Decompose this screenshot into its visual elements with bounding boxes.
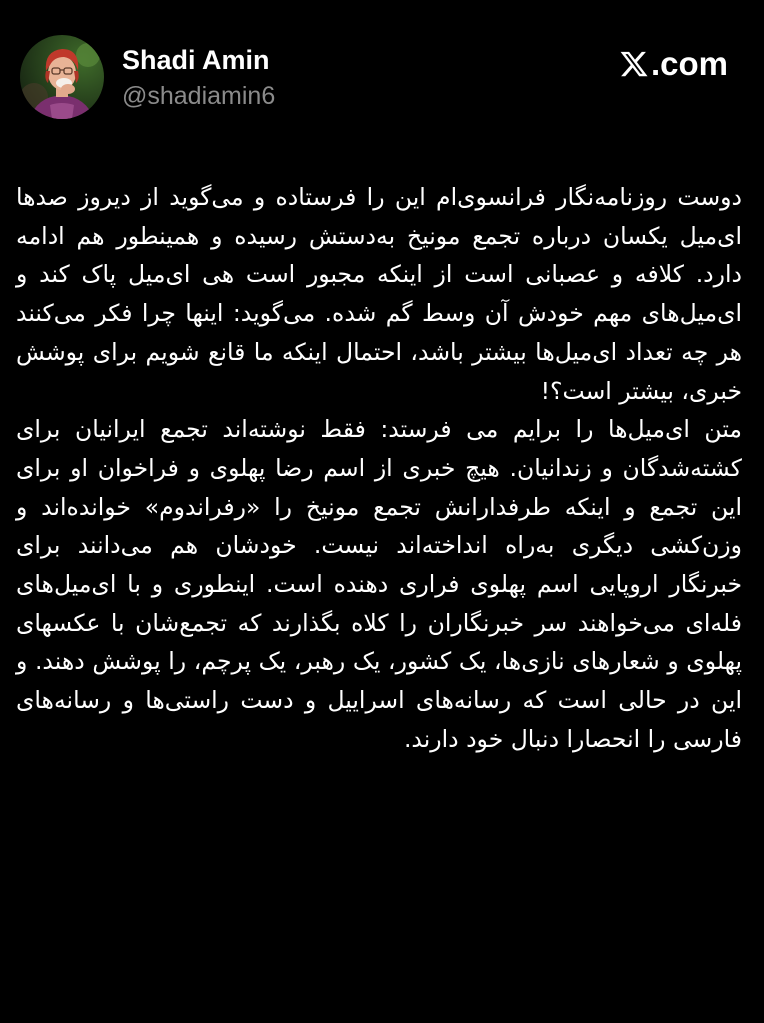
author-name[interactable]: Shadi Amin bbox=[122, 45, 270, 75]
author-handle[interactable]: @shadiamin6 bbox=[122, 82, 276, 110]
post-paragraph: دوست روزنامه‌نگار فرانسوی‌ام این را فرستاده و می‌گوید از دیروز صدها ای‌میل یکسان درباره تجمع مونیخ به‌دستش رسیده و همینطور هم ادامه دارد. کلافه و عصبانی است از اینکه مجبور است هی ای‌میل پاک کند و ای‌میل‌های مهم خودش آن وسط گم شده. می‌گوید: اینها چرا فکر می‌کنند هر چه تعداد ای‌میل‌ها بیشتر باشد، احتمال اینکه ما قانع شویم برای پوشش خبری، بیشتر است؟! bbox=[16, 183, 742, 405]
brand-link[interactable] bbox=[619, 44, 728, 84]
avatar-photo bbox=[20, 35, 104, 119]
avatar[interactable] bbox=[20, 35, 104, 119]
post-header bbox=[0, 0, 764, 140]
brand-domain: .com bbox=[650, 45, 728, 82]
post-body bbox=[16, 178, 742, 759]
x-logo-icon bbox=[619, 49, 649, 79]
post-paragraph: متن ای‌میل‌ها را برایم می فرستد: فقط نوشته‌اند تجمع ایرانیان برای کشته‌شدگان و زندانیان. هیچ خبری از اسم رضا پهلوی و فراخوان او برای این تجمع و اینکه طرفدارانش تجمع مونیخ را «رفراندوم» خوانده‌اند و وزن‌کشی دیگری به‌راه انداخته‌اند نیست. خودشان هم می‌دانند برای خبرنگار اروپایی اسم پهلوی فراری دهنده است. اینطوری و با ای‌میل‌های فله‌ای می‌خواهند سر خبرنگاران را کلاه بگذارند که تجمع‌شان با عکسهای پهلوی و شعارهای نازی‌ها، یک کشور، یک رهبر، یک پرچم، را پوشش دهند. و این در حالی است که رسانه‌های اسراییل و دست راستی‌ها و رسانه‌های فارسی را انحصارا دنبال خود دارند. bbox=[16, 415, 742, 753]
